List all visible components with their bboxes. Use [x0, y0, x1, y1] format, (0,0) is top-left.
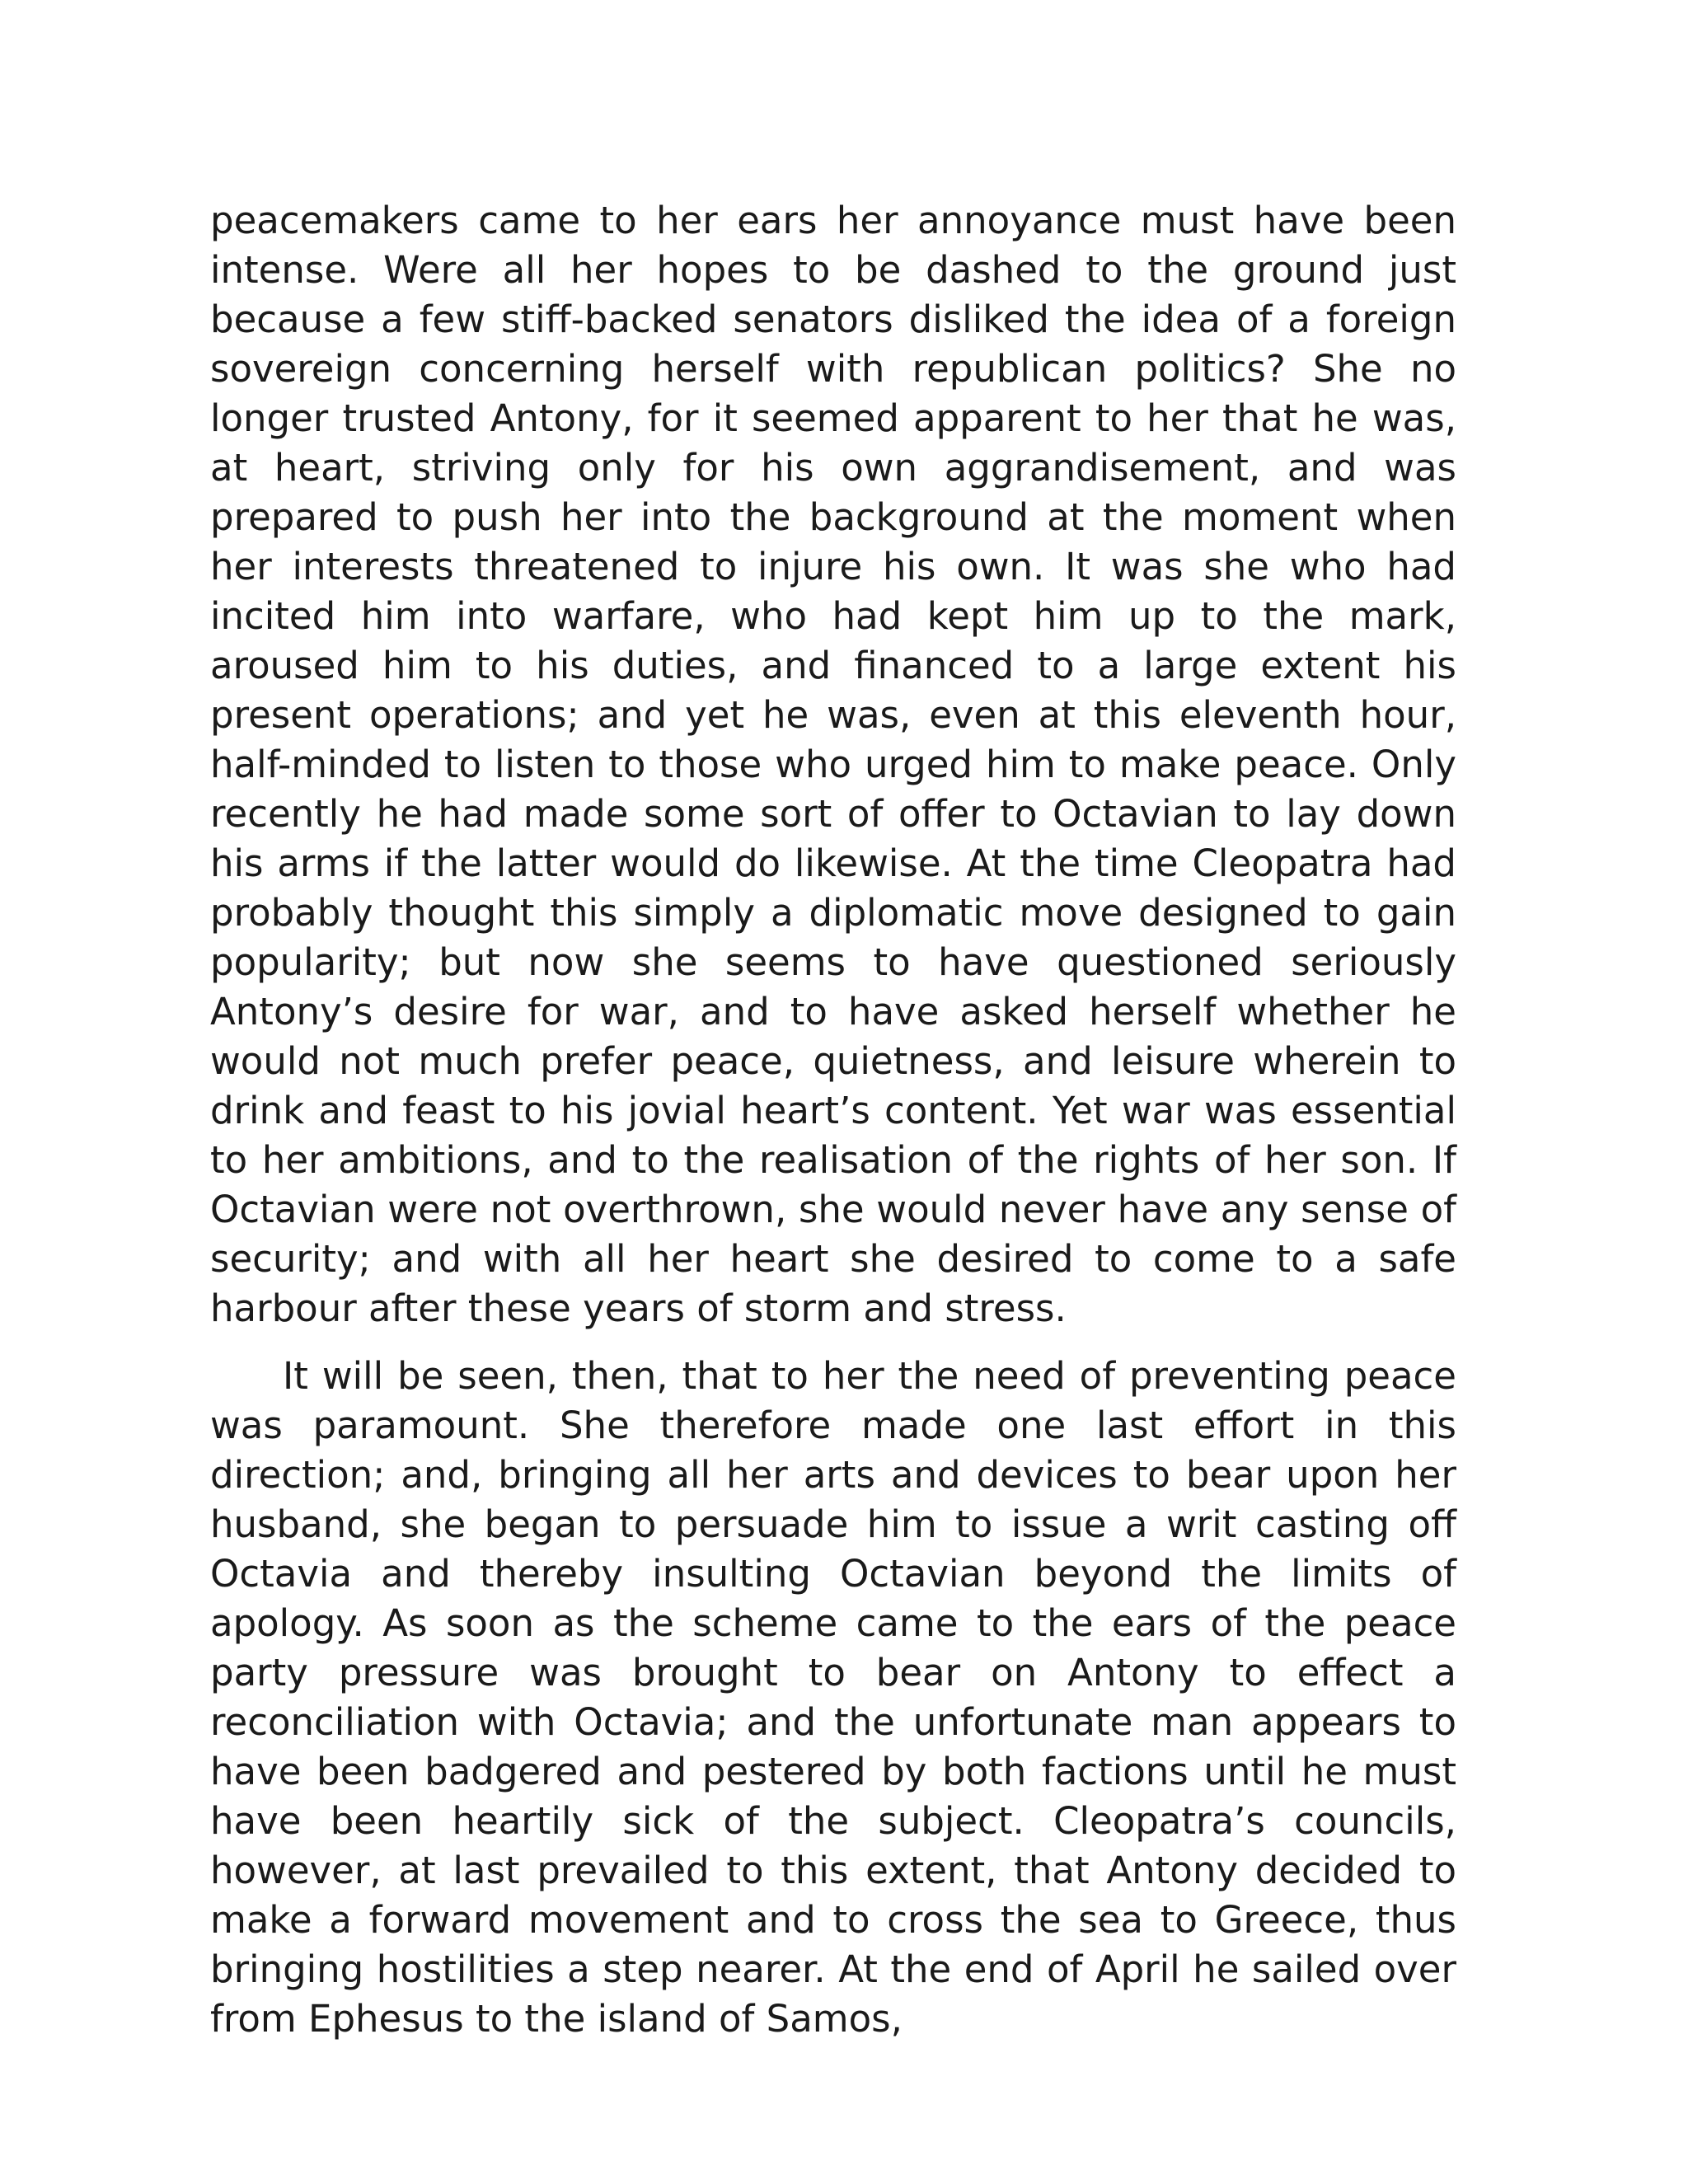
body-text	[210, 196, 1456, 2044]
paragraph-2: It will be seen, then, that to her the need of preventing peace was paramount. She therefore made one last effort in this direction; and, bringing all her arts and devices to bear upon her husband, she began to persuade him to issue a writ casting off Octavia and thereby insulting Octavian beyond the limits of apology. As soon as the scheme came to the ears of the peace party pressure was brought to bear on Antony to effect a reconciliation with Octavia; and the unfortunate man appears to have been badgered and pestered by both factions until he must have been heartily sick of the subject. Cleopatra’s councils, however, at last prevailed to this extent, that Antony decided to make a forward movement and to cross the sea to Greece, thus bringing hostilities a step nearer. At the end of April he sailed over from Ephesus to the island of Samos,	[210, 1354, 1456, 2041]
paragraph-1: peacemakers came to her ears her annoyance must have been intense. Were all her hopes to be dashed to the ground just because a few stiff-backed senators disliked the idea of a foreign sovereign concerning herself with republican politics? She no longer trusted Antony, for it seemed apparent to her that he was, at heart, striving only for his own aggrandisement, and was prepared to push her into the background at the moment when her interests threatened to injure his own. It was she who had incited him into warfare, who had kept him up to the mark, aroused him to his duties, and financed to a large extent his present operations; and yet he was, even at this eleventh hour, half-minded to listen to those who urged him to make peace. Only recently he had made some sort of offer to Octavian to lay down his arms if the latter would do likewise. At the time Cleopatra had probably thought this simply a diplomatic move designed to gain popularity; but now she seems to have questioned seriously Antony’s desire for war, and to have asked herself whether he would not much prefer peace, quietness, and leisure wherein to drink and feast to his jovial heart’s content. Yet war was essential to her ambitions, and to the realisation of the rights of her son. If Octavian were not overthrown, she would never have any sense of security; and with all her heart she desired to come to a safe harbour after these years of storm and stress.	[210, 199, 1456, 1330]
